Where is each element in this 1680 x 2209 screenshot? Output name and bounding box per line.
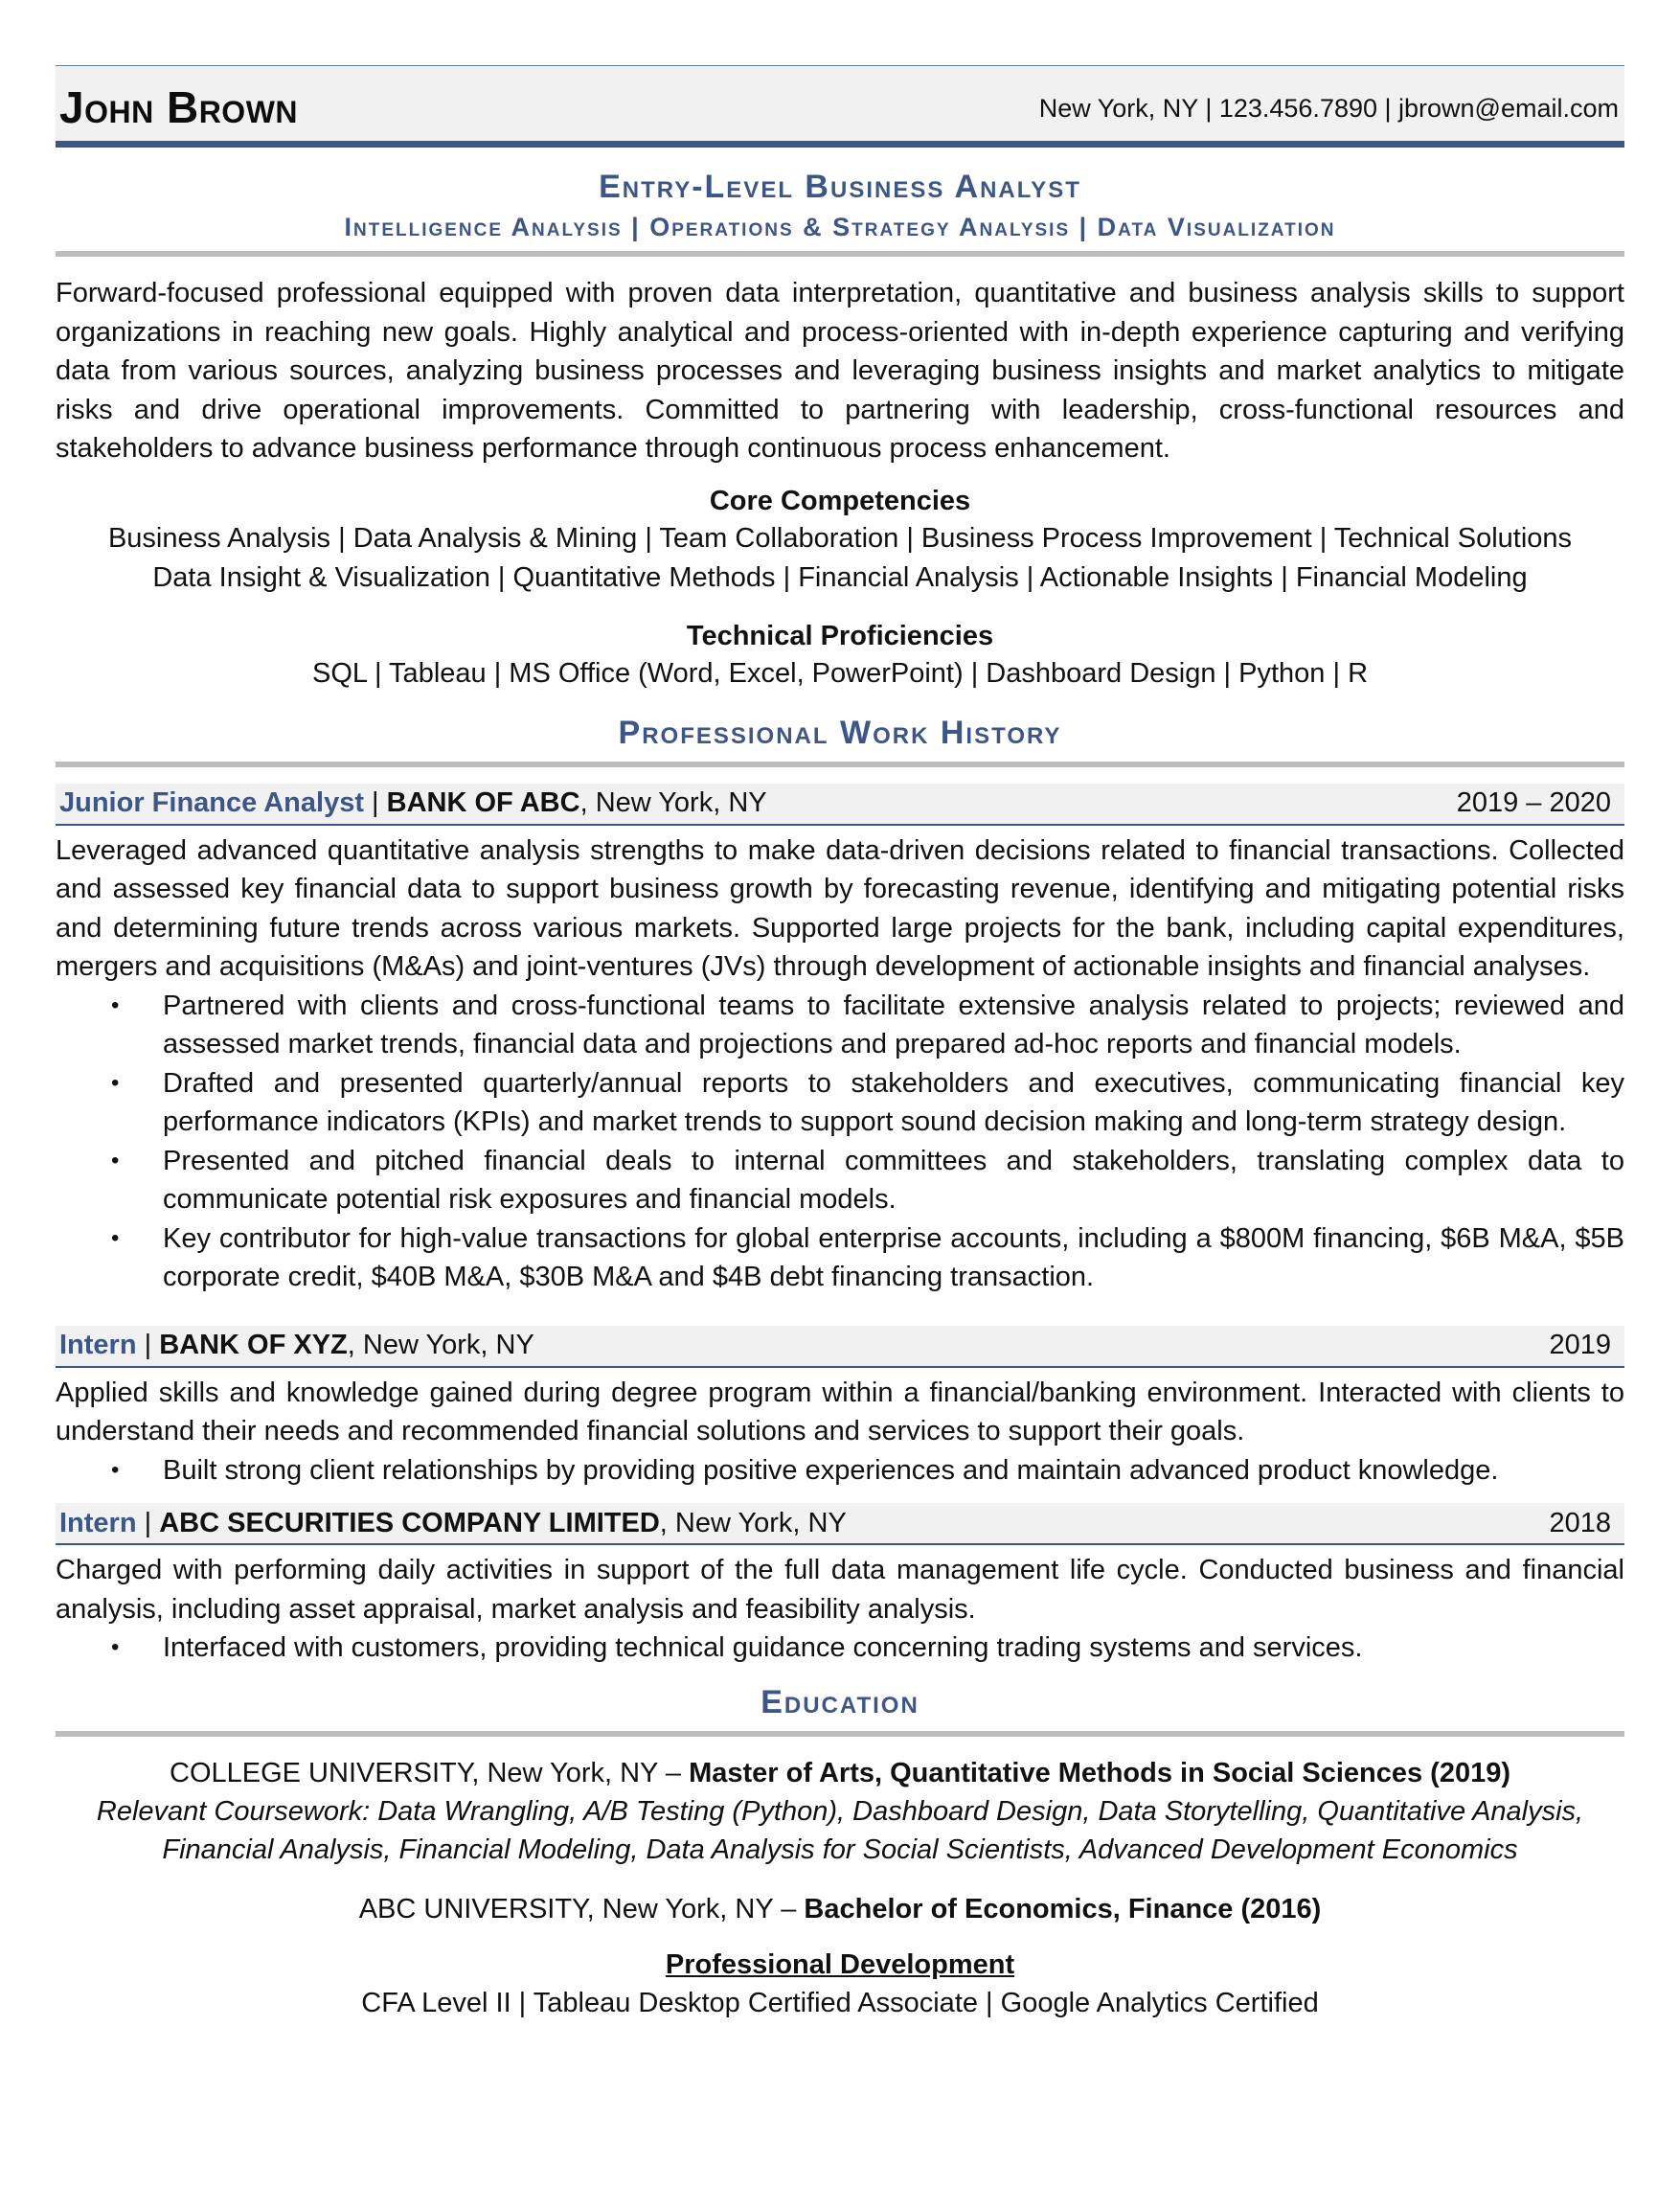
job-location: , New York, NY: [579, 787, 767, 818]
bullet-dot: •: [111, 1069, 120, 1096]
job-separator: |: [136, 1330, 160, 1360]
job-dates: 2019: [1549, 1330, 1611, 1360]
core-competencies-line-1: Business Analysis | Data Analysis & Mining | Team Collaboration | Business Process Improvement | Technical Solutions: [107, 522, 1573, 554]
bullet-item: [56, 1451, 1624, 1491]
job-title-line: [59, 1508, 847, 1539]
bullet-text: Key contributor for high-value transactions for global enterprise accounts, including a $800M financing, $6B M&A, $5B corporate credit, $40B M&A, $30B M&A and $4B debt financing transaction.: [163, 1222, 1624, 1292]
coursework-line-1: Relevant Coursework: Data Wrangling, A/B Testing (Python), Dashboard Design, Data Storytelling, Quantitative Analysis,: [96, 1795, 1584, 1827]
work-history-rule: [56, 762, 1624, 767]
bullet-item: [56, 1142, 1624, 1219]
job-dates: 2018: [1549, 1507, 1611, 1538]
job-description: Applied skills and knowledge gained during degree program within a financial/banking environment. Interacted with clients to understand their needs and recommended financial solutions and services to support their goals.: [56, 1377, 1624, 1446]
headline-title: Entry-Level Business Analyst: [599, 169, 1081, 205]
job-role: Intern: [59, 1330, 137, 1360]
bullet-text: Presented and pitched financial deals to internal committees and stakeholders, translating complex data to communicate potential risk exposures and financial models.: [163, 1145, 1624, 1215]
job-company: BANK OF ABC: [386, 787, 580, 818]
work-history-heading: Professional Work History: [618, 714, 1062, 751]
headline-rule: [56, 251, 1624, 257]
job-location: , New York, NY: [659, 1507, 847, 1538]
technical-proficiencies-line: SQL | Tableau | MS Office (Word, Excel, PowerPoint) | Dashboard Design | Python | R: [311, 657, 1369, 689]
job-role: Intern: [59, 1507, 137, 1538]
job-description: Leveraged advanced quantitative analysis strengths to make data-driven decisions related to financial transactions. Collected and assessed key financial data to support business growth by forecasting revenue, identifying and mitigating potential risks and determining future trends across various markets. Supported large projects for the bank, including capital expenditures, mergers and acquisitions (M&As) and joint-ventures (JVs) through development of actionable insights and financial analyses.: [56, 834, 1624, 982]
resume-page: [56, 65, 1624, 2022]
job-location: , New York, NY: [347, 1330, 534, 1360]
coursework-line-2: Financial Analysis, Financial Modeling, Data Analysis for Social Scientists, Advanced Development Economics: [162, 1833, 1518, 1865]
bullet-text: Drafted and presented quarterly/annual reports to stakeholders and executives, communicating financial key performance indicators (KPIs) and market trends to support sound decision making and long-term strategy design.: [163, 1067, 1624, 1137]
job-bullets: [56, 1451, 1624, 1491]
job-header-3: [56, 1503, 1624, 1545]
job-header-2: [56, 1326, 1624, 1368]
candidate-name: John Brown: [59, 82, 299, 132]
job-separator: |: [364, 787, 387, 818]
bullet-item: [56, 987, 1624, 1064]
job-separator: |: [136, 1507, 160, 1538]
bullet-text: Partnered with clients and cross-functional teams to facilitate extensive analysis related to projects; reviewed and assessed market trends, financial data and projections and prepared ad-hoc reports and financial models.: [163, 990, 1624, 1059]
job-description: Charged with performing daily activities in support of the full data management life cycle. Conducted business and financial analysis, including asset appraisal, market analysis and feasibility analysis.: [56, 1555, 1624, 1625]
professional-development-line: CFA Level II | Tableau Desktop Certified Associate | Google Analytics Certified: [361, 1987, 1319, 2018]
bullet-dot: •: [111, 1456, 120, 1483]
bullet-item: [56, 1064, 1624, 1142]
bullet-item: [56, 1219, 1624, 1297]
header-rule: [56, 141, 1624, 148]
education-entry-1: [56, 1754, 1624, 1792]
bullet-item: [56, 1628, 1624, 1668]
professional-development-heading: Professional Development: [665, 1948, 1015, 1980]
contact-info: New York, NY | 123.456.7890 | jbrown@email.com: [1038, 94, 1619, 123]
bullet-text: Interfaced with customers, providing technical guidance concerning trading systems and services.: [163, 1632, 1363, 1663]
school-name: COLLEGE UNIVERSITY, New York, NY –: [170, 1757, 690, 1788]
header-band: [56, 66, 1624, 141]
core-competencies-line-2: Data Insight & Visualization | Quantitative Methods | Financial Analysis | Actionable Insights | Financial Modeling: [152, 561, 1528, 593]
job-title-line: [59, 1330, 534, 1361]
job-role: Junior Finance Analyst: [59, 787, 364, 818]
job-title-line: [59, 787, 767, 819]
education-entry-2: [56, 1890, 1624, 1928]
job-company: ABC SECURITIES COMPANY LIMITED: [159, 1507, 660, 1538]
job-header-1: [56, 784, 1624, 826]
bullet-text: Built strong client relationships by providing positive experiences and maintain advanced product knowledge.: [163, 1454, 1499, 1486]
degree-name: Bachelor of Economics, Finance (2016): [804, 1893, 1322, 1924]
bullet-dot: •: [111, 1224, 120, 1251]
education-rule: [56, 1731, 1624, 1737]
bullet-dot: •: [111, 1634, 120, 1660]
summary-paragraph: Forward-focused professional equipped with proven data interpretation, quantitative and business analysis skills to support organizations in reaching new goals. Highly analytical and process-oriented with in-depth experience capturing and verifying data from various sources, analyzing business processes and leveraging business insights and market analytics to mitigate risks and drive operational improvements. Committed to partnering with leadership, cross-functional resources and stakeholders to advance business performance through continuous process enhancement.: [56, 278, 1624, 464]
job-bullets: [56, 1628, 1624, 1668]
bullet-dot: •: [111, 991, 120, 1018]
education-heading: Education: [761, 1683, 919, 1720]
headline-subtitle: Intelligence Analysis | Operations & Strategy Analysis | Data Visualization: [344, 213, 1336, 241]
job-dates: 2019 – 2020: [1456, 787, 1611, 818]
degree-name: Master of Arts, Quantitative Methods in Social Sciences (2019): [689, 1757, 1510, 1788]
job-company: BANK OF XYZ: [159, 1330, 348, 1360]
bullet-dot: •: [111, 1147, 120, 1173]
core-competencies-heading: Core Competencies: [709, 485, 971, 516]
job-bullets: [56, 987, 1624, 1297]
school-name: ABC UNIVERSITY, New York, NY –: [358, 1893, 805, 1924]
technical-proficiencies-heading: Technical Proficiencies: [686, 620, 994, 651]
